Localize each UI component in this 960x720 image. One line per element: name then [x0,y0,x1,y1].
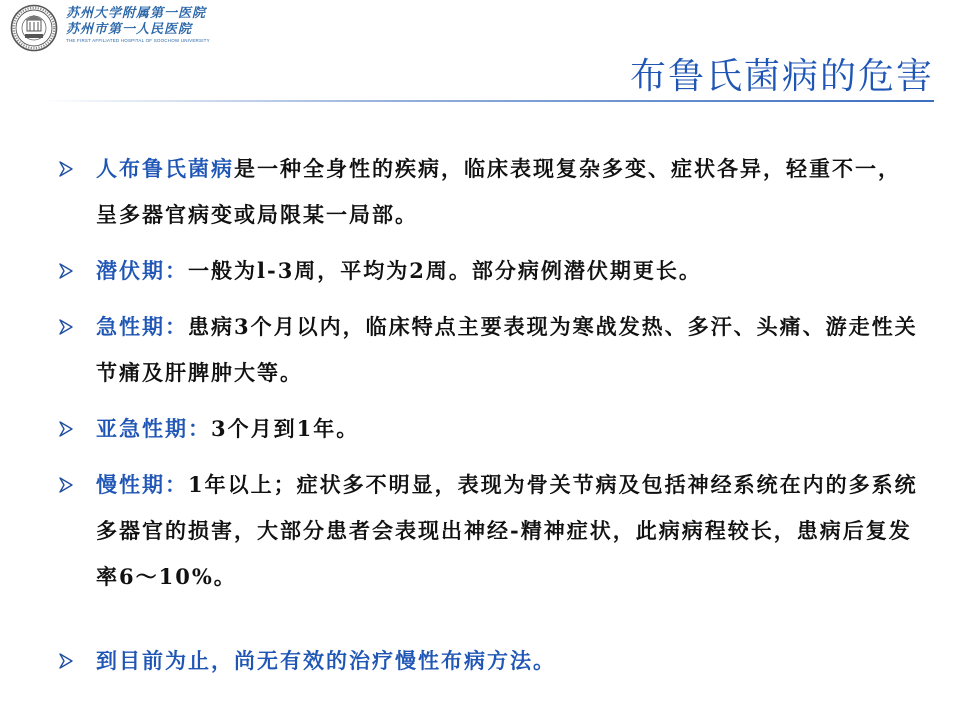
slide-title: 布鲁氏菌病的危害 [629,56,934,97]
bullet-text: 1年以上；症状多不明显，表现为骨关节病及包括神经系统在内的多系统多器官的损害，大部分患者会表现出神经-精神症状，此病病程较长，患病后复发率6～10%。 [96,472,918,589]
bullet-text: 患病3个月以内，临床特点主要表现为寒战发热、多汗、头痛、游走性关节痛及肝脾肿大等。 [96,314,918,385]
logo-line-3: THE FIRST AFFILIATED HOSPITAL OF SOOCHOW UNIVERSITY [66,38,210,43]
bullet-term: 潜伏期： [96,258,188,283]
logo-line-2: 苏州市第一人民医院 [66,22,193,37]
university-seal-icon [10,4,58,52]
bullet-text: 到目前为止，尚无有效的治疗慢性布病方法。 [96,648,556,673]
arrowhead-bullet-icon [58,406,82,452]
bullet-item [58,304,918,396]
bullet-text: 3个月到1年。 [211,416,360,441]
bullet-item [58,638,918,684]
arrowhead-bullet-icon [58,304,82,350]
bullet-term: 急性期： [96,314,188,339]
arrowhead-bullet-icon [58,146,82,192]
arrowhead-bullet-icon [58,248,82,294]
bullet-item [58,248,918,294]
bullet-term: 慢性期： [96,472,188,497]
bullet-list [58,146,918,684]
bullet-item [58,406,918,452]
bullet-term: 人布鲁氏菌病 [96,156,234,181]
hospital-logo-text [66,6,210,44]
title-divider [40,100,934,102]
arrowhead-bullet-icon [58,638,82,684]
arrowhead-bullet-icon [58,462,82,508]
bullet-item [58,462,918,600]
bullet-text: 是一种全身性的疾病，临床表现复杂多变、症状各异，轻重不一，呈多器官病变或局限某一局部。 [96,156,901,227]
bullet-text: 一般为l-3周，平均为2周。部分病例潜伏期更长。 [188,258,702,283]
logo-line-1: 苏州大学附属第一医院 [66,6,207,21]
bullet-term: 亚急性期： [96,416,211,441]
bullet-item [58,146,918,238]
